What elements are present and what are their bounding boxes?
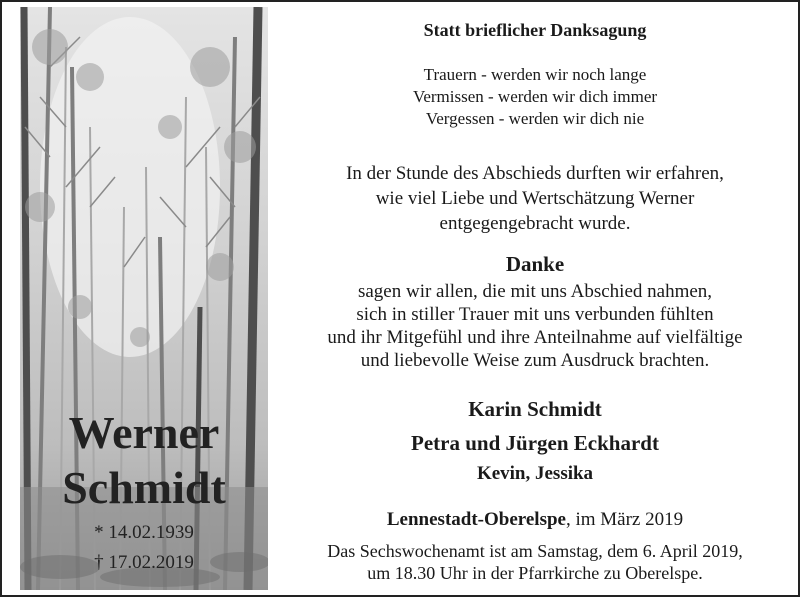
poem-line: Vermissen - werden wir dich immer	[412, 87, 658, 106]
place-town: Lennestadt-Oberelspe	[386, 509, 566, 530]
deceased-first-name: Werner	[68, 407, 220, 458]
poem	[290, 64, 780, 130]
intro-line: entgegengebracht wurde.	[439, 213, 631, 234]
notice-line: Das Sechswochenamt ist am Samstag, dem 6. April 2019,	[327, 541, 743, 561]
deceased-last-name: Schmidt	[62, 462, 226, 513]
signature-karin: Karin Schmidt	[468, 397, 602, 421]
signature-kevin-jessika: Kevin, Jessika	[476, 463, 594, 484]
heading: Statt brieflicher Danksagung	[423, 20, 647, 40]
intro-text	[290, 161, 780, 236]
place-date: , im März 2019	[565, 509, 684, 530]
intro-line: wie viel Liebe und Wertschätzung Werner	[375, 188, 695, 209]
notice-line: um 18.30 Uhr in der Pfarrkirche zu Oberelspe.	[367, 563, 703, 583]
thanks-title: Danke	[505, 252, 565, 276]
thanks-line: sich in stiller Trauer mit uns verbunden fühlten	[356, 304, 714, 325]
memorial-notice	[290, 540, 780, 584]
poem-line: Trauern - werden wir noch lange	[423, 65, 647, 84]
death-date: † 17.02.2019	[94, 552, 194, 573]
thanks-body	[290, 280, 780, 372]
signature-petra-juergen: Petra und Jürgen Eckhardt	[411, 431, 659, 455]
thanks-line: und liebevolle Weise zum Ausdruck brachten.	[360, 350, 710, 371]
poem-line: Vergessen - werden wir dich nie	[425, 109, 645, 128]
thanks-line: sagen wir allen, die mit uns Abschied nahmen,	[357, 281, 713, 302]
intro-line: In der Stunde des Abschieds durften wir erfahren,	[346, 163, 724, 184]
place-and-date	[290, 508, 780, 532]
thanks-line: und ihr Mitgefühl und ihre Anteilnahme auf vielfältige	[327, 327, 743, 348]
birth-date: * 14.02.1939	[94, 522, 194, 543]
